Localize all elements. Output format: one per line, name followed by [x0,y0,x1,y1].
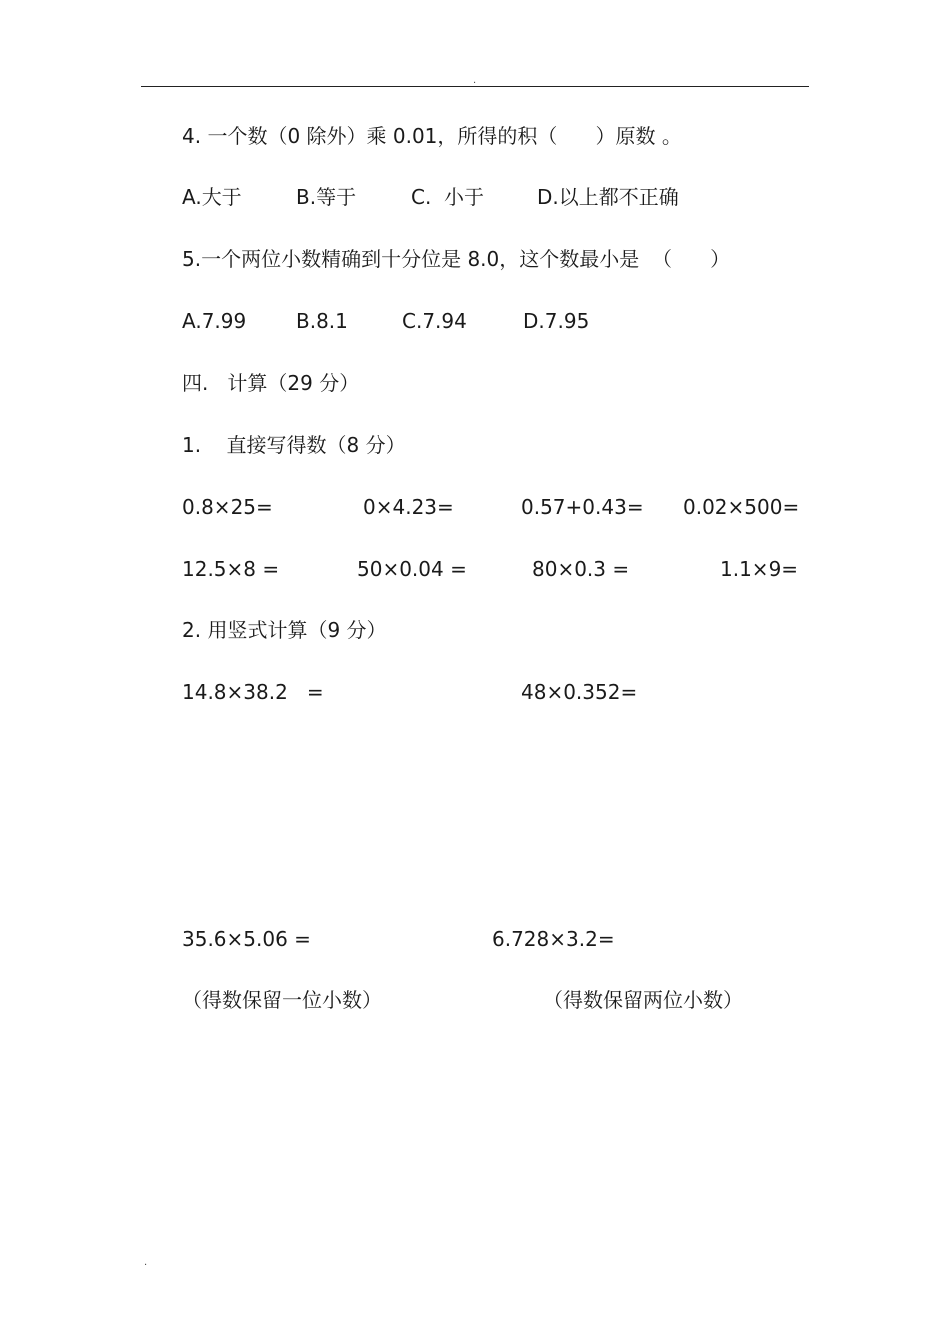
question-4-text: 4. 一个数（0 除外）乘 0.01，所得的积（ ）原数 。 [182,124,682,148]
q4-option-c: C. 小于 [411,185,485,209]
q5-option-b: B.8.1 [296,309,348,333]
direct-calc-item: 0×4.23= [363,495,454,519]
direct-calc-item: 50×0.04 = [357,557,467,581]
section-4-title: 四. 计算（29 分） [182,371,360,395]
header-mark: . [473,75,477,86]
vertical-calc-item: 6.728×3.2= [492,927,615,951]
direct-calc-item: 80×0.3 = [532,557,630,581]
direct-calc-item: 0.8×25= [182,495,273,519]
vertical-calc-item: 14.8×38.2 = [182,680,324,704]
direct-calc-item: 12.5×8 = [182,557,280,581]
vertical-calc-item: 48×0.352= [521,680,638,704]
q4-option-b: B.等于 [296,185,357,209]
direct-calc-item: 0.57+0.43= [521,495,644,519]
q5-option-c: C.7.94 [402,309,467,333]
header-rule [141,86,809,87]
vertical-calc-item: 35.6×5.06 = [182,927,311,951]
part-1-title: 1. 直接写得数（8 分） [182,433,406,457]
q5-option-a: A.7.99 [182,309,247,333]
part-2-title: 2. 用竖式计算（9 分） [182,618,387,642]
rounding-note: （得数保留一位小数） [182,988,382,1012]
q4-option-a: A.大于 [182,185,242,209]
rounding-note: （得数保留两位小数） [543,988,743,1012]
footer-mark: . [144,1257,148,1268]
q4-option-d: D.以上都不正确 [537,185,679,209]
question-5-text: 5.一个两位小数精确到十分位是 8.0，这个数最小是 （ ） [182,247,731,271]
q5-option-d: D.7.95 [523,309,590,333]
direct-calc-item: 1.1×9= [720,557,799,581]
direct-calc-item: 0.02×500= [683,495,800,519]
